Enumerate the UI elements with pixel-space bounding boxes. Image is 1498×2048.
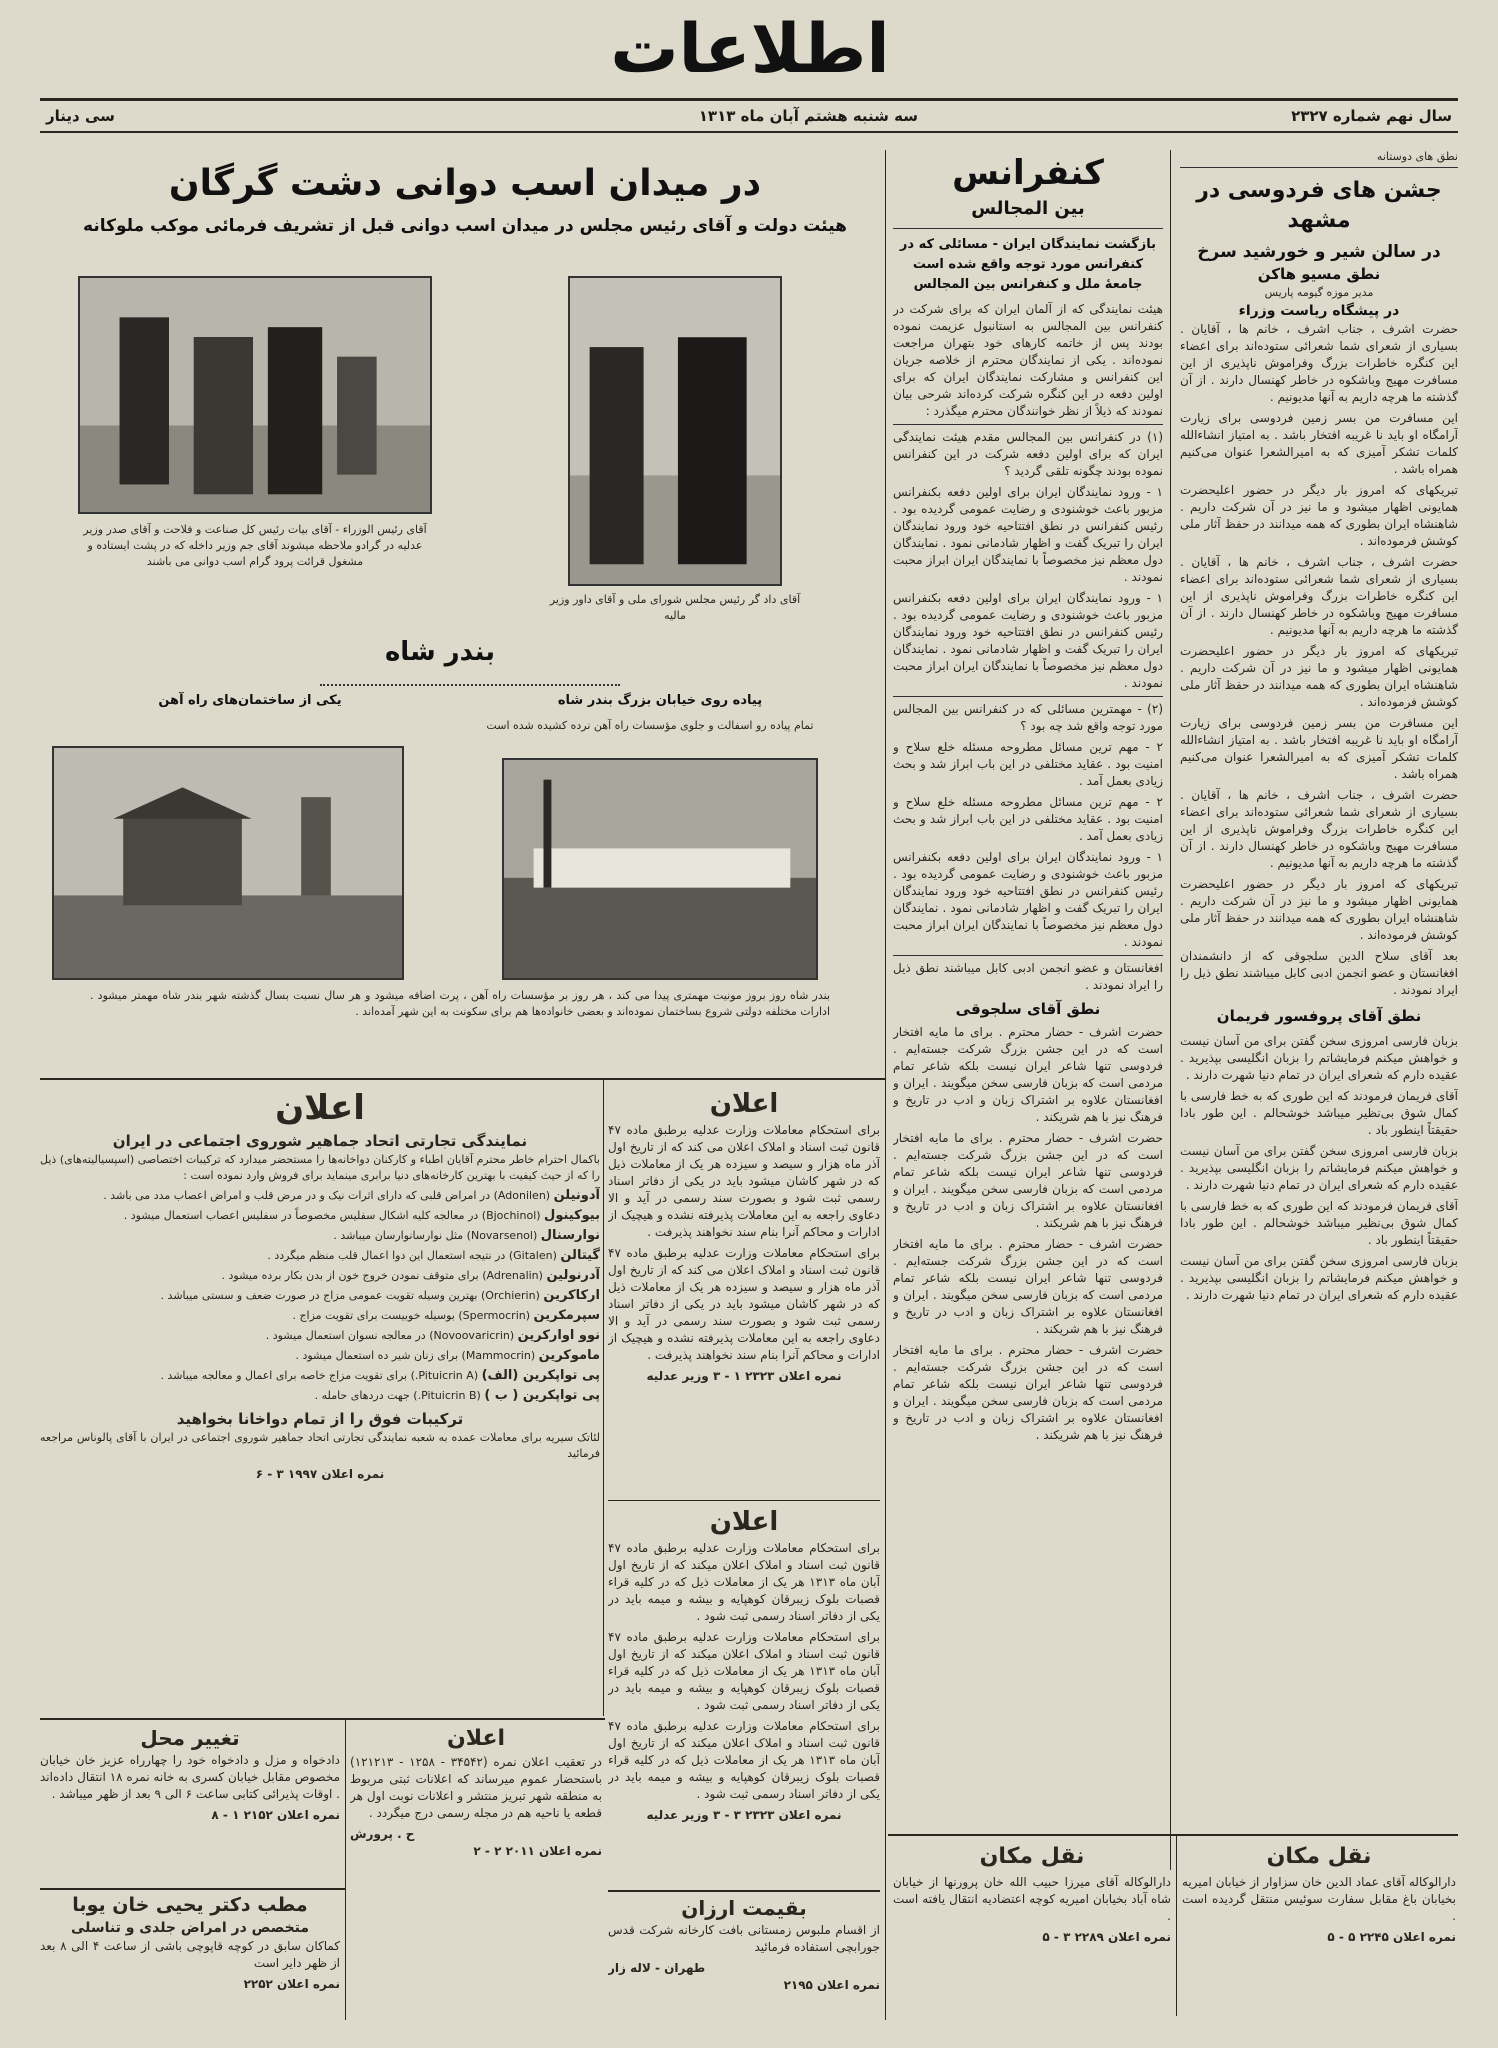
- ad-cheap-body: از اقسام ملبوس زمستانی بافت کارخانه شرکت قدس جورابچی استفاده فرمائید: [608, 1923, 880, 1954]
- drug-latin: (Gitalen): [508, 1249, 557, 1262]
- ad-change-location: [40, 1724, 340, 1884]
- divider-reg: [608, 1500, 880, 1501]
- ferdowsi-body4: بعد آقای سلاح الدین سلجوقی که از دانشمندان افغانستان و عضو انجمن ادبی کابل میباشند نطق ذیل را ایراد نمودند .: [1180, 949, 1458, 997]
- drug-desc: در امراض قلبی که دارای اثرات نیک و در مرض قلب و امراض اعصاب مدد می باشد .: [103, 1189, 491, 1202]
- ferdowsi-body1-cont: حضرت اشرف ، جناب اشرف ، خانم ها ، آقایان . بسیاری از شعرای شما شعرائی ستوده‌اند برای اعضاء این کنگره خاطرات بزرگ وفراموش ناپذیری از این مسافرت مهیج وباشکوه در خاطر کهنسال دارند . از آن گذشته ما هرچه داریم به آنها مدیونیم .: [1180, 555, 1458, 637]
- ad-doctor: [40, 1892, 340, 2022]
- masthead-title: اطلاعات: [610, 10, 890, 89]
- drug-name: پی تواپکرین ( ب ): [484, 1388, 600, 1403]
- ferdowsi-sub1: در سالن شیر و خورشید سرخ: [1197, 242, 1441, 262]
- saljuqi-body3: حضرت اشرف - حضار محترم . برای ما مایه افتخار است که در این جشن بزرگ شرکت جسته‌ایم . فردوسی تنها شاعر ایران نیست بلکه شاعر تمام مردمی است که بزبان فارسی سخن میگویند . ایران و افغانستان علاوه بر اشتراک زبان و ادب در تاریخ و فرهنگ نیز با هم شریکند .: [893, 1237, 1163, 1336]
- ferdowsi-body1: حضرت اشرف ، جناب اشرف ، خانم ها ، آقایان . بسیاری از شعرای شما شعرائی ستوده‌اند برای اعضاء این کنگره خاطرات بزرگ وفراموش ناپذیری از این مسافرت مهیج وباشکوه در خاطر کهنسال دارند . از آن گذشته ما هرچه داریم به آنها مدیونیم .: [1180, 322, 1458, 404]
- drug-entry: [40, 1328, 600, 1344]
- drug-name: ارکاکرین: [543, 1288, 600, 1303]
- ad-reg1-body-cont: برای استحکام معاملات وزارت عدلیه برطبق ماده ۴۷ قانون ثبت اسناد و املاک اعلان می کند که از تاریخ اول آذر ماه هزار و سیصد و سیزده هر یک از معاملات ذیل که در شهر کاشان میشود باید در یکی از دفاتر اسناد رسمی ثبت شود و بصورت سند رسمی در آید و الا دعاوی راجعه به این معاملات پذیرفته نشده و هیچیک از ادارات و محاکم آنرا بنام سند نخواهند پذیرفت .: [608, 1246, 880, 1362]
- race-headline: در میدان اسب دوانی دشت گرگان: [168, 163, 762, 204]
- conference-body2: افغانستان و عضو انجمن ادبی کابل میباشند نطق ذیل را ایراد نمودند .: [893, 955, 1163, 994]
- ferdowsi-sub3: مدیر موزه گیومه پاریس: [1264, 286, 1374, 299]
- ferdowsi-headline: جشن های فردوسی در مشهد: [1196, 178, 1442, 233]
- ad-move2-body: دارالوکاله آقای عماد الدین خان سزاوار از خیابان امیریه بخیابان باغ مقابل سفارت سوئیس منتقل گردیده است .: [1182, 1875, 1456, 1923]
- saljuqi-body2: حضرت اشرف - حضار محترم . برای ما مایه افتخار است که در این جشن بزرگ شرکت جسته‌ایم . فردوسی تنها شاعر ایران نیست بلکه شاعر تمام مردمی است که بزبان فارسی سخن میگویند . ایران و افغانستان علاوه بر اشتراک زبان و ادب در تاریخ و فرهنگ نیز با هم شریکند .: [893, 1131, 1163, 1230]
- ad-mahal-title: تغییر محل: [140, 1726, 240, 1750]
- ad-mahal-num: نمره اعلان ۲۱۵۲ ۱ - ۸: [211, 1808, 340, 1822]
- ad-dr-body: کماکان سابق در کوچه قاپوچی باشی از ساعت ۴ الی ۸ بعد از ظهر دایر است: [40, 1939, 340, 1970]
- ad-notice-c: [350, 1724, 602, 2014]
- ad-move1-body: دارالوکاله آقای میرزا حبیب الله خان پرورنها از خیابان شاه آباد بخیابان امیریه کوچه اعتضادیه انتقال یافته است .: [893, 1875, 1171, 1923]
- race-caption-left: آقای رئیس الوزراء - آقای بیات رئیس کل صناعت و فلاحت و آقای صدر وزیر عدلیه در گرادو ملاحظه میشوند آقای جم وزیر داخله که در پشت ایستاده و مشغول قرائت پرود گرام اسب دوانی می باشند: [83, 523, 427, 568]
- ad-soviet-num: نمره اعلان ۱۹۹۷ ۳ - ۶: [255, 1467, 385, 1481]
- divider-right-col: [1170, 150, 1171, 1870]
- bandar-dotted-rule: [320, 684, 620, 687]
- ad-soviet-title: اعلان: [275, 1088, 365, 1128]
- conference-body1: هیئت نمایندگی که از آلمان ایران که برای شرکت در کنفرانس بین المجالس به استانبول عزیمت نموده بودند پس از خاتمه کارهای خود بتهران مراجعت نموده‌اند . یکی از نمایندگان محترم از خلاصه جریان این کنفرانس و مشارکت نمایندگان ایران که برای اولین دفعه در این کنگره شرکت کرده‌اند شرحی بیان نمودند که ذیلاً از نظر خوانندگان محترم میگذرد :: [893, 302, 1163, 418]
- ad-move2-title: نقل مکان: [1266, 1844, 1372, 1869]
- year-issue: سال نهم شماره ۲۳۲۷: [1291, 107, 1452, 125]
- issue-price: سی دینار: [46, 107, 115, 125]
- conference-deck: بازگشت نمایندگان ایران - مسائلی که در کنفرانس مورد توجه واقع شده است جامعهٔ ملل و کنفرانس بین المجالس: [899, 237, 1157, 292]
- ferdowsi-body1-more: حضرت اشرف ، جناب اشرف ، خانم ها ، آقایان . بسیاری از شعرای شما شعرائی ستوده‌اند برای اعضاء این کنگره خاطرات بزرگ وفراموش ناپذیری از این مسافرت مهیج وباشکوه در خاطر کهنسال دارند . از آن گذشته ما هرچه داریم به آنها مدیونیم .: [1180, 788, 1458, 870]
- drug-desc: برای تقویت مزاج خاصه برای اعمال و معالجه میباشد .: [160, 1369, 408, 1382]
- drug-latin: (Novoovaricrin): [429, 1329, 515, 1342]
- drug-latin: (Adonilen): [493, 1189, 551, 1202]
- drug-entry: [40, 1228, 600, 1244]
- drug-name: سپرمکرین: [533, 1308, 600, 1323]
- divider-move-mid: [1176, 1836, 1177, 2016]
- drug-latin: (Pituicrin A.): [410, 1369, 479, 1382]
- ad-soviet-footer: ترکیبات فوق را از تمام دواخانا بخواهید: [176, 1410, 464, 1428]
- freeman-heading: نطق آقای پروفسور فریمان: [1216, 1007, 1422, 1025]
- drug-latin: (Adrenalin): [482, 1269, 543, 1282]
- drug-desc: بوسیله خوبیست برای تقویت مزاج .: [292, 1309, 455, 1322]
- drug-name: آدونیلن: [553, 1188, 600, 1203]
- conference-q2: (۲) - مهمترین مسائلی که در کنفرانس بین المجالس مورد توجه واقع شد چه بود ؟: [893, 696, 1163, 735]
- race-caption-right: آقای داد گر رئیس مجلس شورای ملی و آقای داور وزیر مالیه: [549, 593, 801, 622]
- bandar-cap-left-title: یکی از ساختمان‌های راه آهن: [158, 693, 342, 708]
- ad-reg2-title: اعلان: [709, 1507, 779, 1537]
- ad-mahal-body: دادخواه و مزل و دادخواه خود را چهارراه عزیز خان خیابان مخصوص مقابل خیابان کسری به خانه نمره ۱۸ انتقال داده‌اند . اوقات پذیرائی کتابی ساعت ۶ الی ۹ بعد از ظهر میباشد .: [40, 1753, 340, 1801]
- drug-name: آدرنولین: [546, 1268, 600, 1283]
- masthead-info-bar: [40, 103, 1458, 129]
- ad-reg1-num: نمره اعلان ۲۳۲۳ ۱ - ۳ وزیر عدلیه: [646, 1369, 842, 1383]
- drug-entry: [40, 1388, 600, 1404]
- ferdowsi-tag: نطق های دوستانه: [1180, 148, 1458, 168]
- divider-conf-col: [885, 150, 886, 2020]
- divider-cheap: [608, 1890, 880, 1892]
- freeman-body5: بزبان فارسی امروزی سخن گفتن برای من آسان نیست و خواهش میکنم فرمایشاتم را بزبان انگلیسی بپذیرید . عقیده دارم که شعرای ایران در تمام دنیا شهرت دارند .: [1180, 1254, 1458, 1302]
- saljuqi-heading: نطق آقای سلجوقی: [955, 1000, 1101, 1018]
- drug-name: نوارسنال: [540, 1228, 600, 1243]
- race-photo-right: [568, 276, 782, 586]
- ad-move2-num: نمره اعلان ۲۲۴۵ ۵ - ۵: [1327, 1930, 1456, 1944]
- drug-entry: [40, 1248, 600, 1264]
- ad-cheap: [608, 1894, 880, 2024]
- drug-desc: بهترین وسیله تقویت عمومی مزاج در صورت ضعف و سستی میباشد .: [160, 1289, 478, 1302]
- drug-desc: مثل نوارسانوارسان میباشد .: [333, 1229, 464, 1242]
- ferdowsi-body3-cont: تبریکهای که امروز بار دیگر در حضور اعلیحضرت همایونی اظهار میشود و ما نیز در آن شرکت داریم . شاهنشاه ایران بطوری که همه میدانند در حفظ آثار ملی کوشش فرموده‌اند .: [1180, 644, 1458, 709]
- drug-latin: (Novarsenol): [466, 1229, 538, 1242]
- drug-entry: [40, 1288, 600, 1304]
- drug-desc: برای زنان شیر ده استعمال میشود .: [295, 1349, 459, 1362]
- drug-entry: [40, 1308, 600, 1324]
- ad-reg2-body-more: برای استحکام معاملات وزارت عدلیه برطبق ماده ۴۷ قانون ثبت اسناد و املاک اعلان میکند که از تاریخ اول آبان ماه ۱۳۱۳ هر یک از معاملات ذیل که در کلیه قراء قصبات بلوک زیبرقان کوهپایه و بیشه و میمه باید در یکی از دفاتر اسناد رسمی ثبت شود .: [608, 1719, 880, 1801]
- conference-sub: بین المجالس: [893, 196, 1163, 229]
- bandar-cap-right-sub: تمام پیاده رو اسفالت و جلوی مؤسسات راه آهن نرده کشیده شده است: [486, 719, 814, 732]
- drug-entry: [40, 1268, 600, 1284]
- conference-a1-cont: ۱ - ورود نمایندگان ایران برای اولین دفعه بکنفرانس مزبور باعث خوشنودی و رضایت عمومی گردیده بود . رئیس کنفرانس در نطق افتتاحیه خود ورود نمایندگان ایران را تبریک گفت و اظهار شادمانی نمود . نمایندگان دول معظم نیز مخصوصاً با نمایندگان ایران ابراز محبت نمودند .: [893, 591, 1163, 690]
- drug-desc: در معالجه نسوان استعمال میشود .: [265, 1329, 426, 1342]
- freeman-body1: بزبان فارسی امروزی سخن گفتن برای من آسان نیست و خواهش میکنم فرمایشاتم را بزبان انگلیسی بپذیرید . عقیده دارم که شعرای ایران در تمام دنیا شهرت دارند .: [1180, 1034, 1458, 1082]
- drug-name: پی تواپکرین (الف): [481, 1368, 600, 1383]
- column-conference: [893, 150, 1163, 1870]
- freeman-body4: آقای فریمان فرمودند که این طوری که به خط فارسی با کمال شوق بی‌نظیر میباشد خوشحالم . این طور بادا حقیقتاً اینطور باد .: [1180, 1199, 1458, 1247]
- ad-soviet-drug-list: [40, 1188, 600, 1404]
- saljuqi-body4: حضرت اشرف - حضار محترم . برای ما مایه افتخار است که در این جشن بزرگ شرکت جسته‌ایم . فردوسی تنها شاعر ایران نیست بلکه شاعر تمام مردمی است که بزبان فارسی سخن میگویند . ایران و افغانستان علاوه بر اشتراک زبان و ادب در تاریخ و فرهنگ نیز با هم شریکند .: [893, 1343, 1163, 1442]
- drug-entry: [40, 1368, 600, 1384]
- ad-c-num: نمره اعلان ۲۰۱۱ ۲ - ۲: [473, 1844, 602, 1858]
- bandar-body: بندر شاه روز بروز مونیت مهمتری پیدا می کند ، هر روز بر مؤسسات راه آهن ، پرت اضافه میشود و هر سال نسبت بسال گذشته شهر بندر شاه مهمتر میشود . ادارات مختلفه دولتی شروع بساختمان نموده‌اند و بعضی خانواده‌ها هم برای سکونت به این شهر آمده‌اند .: [90, 989, 830, 1018]
- conference-q1: (۱) در کنفرانس بین المجالس مقدم هیئت نمایندگی ایران که برای اولین دفعه شرکت در این کنفرانس نموده بودند چگونه تلقی گردید ؟: [893, 424, 1163, 480]
- divider-doctor: [40, 1888, 345, 1890]
- bandar-photo-right: [502, 758, 818, 980]
- ad-c-title: اعلان: [446, 1726, 506, 1751]
- ferdowsi-body3: تبریکهای که امروز بار دیگر در حضور اعلیحضرت همایونی اظهار میشود و ما نیز در آن شرکت داریم . شاهنشاه ایران بطوری که همه میدانند در حفظ آثار ملی کوشش فرموده‌اند .: [1180, 483, 1458, 548]
- drug-latin: (Mammocrin): [461, 1349, 536, 1362]
- divider-move: [888, 1834, 1458, 1836]
- ad-cheap-title: بقیمت ارزان: [681, 1896, 807, 1920]
- drug-latin: (Orchierin): [480, 1289, 540, 1302]
- ad-reg2-body: برای استحکام معاملات وزارت عدلیه برطبق ماده ۴۷ قانون ثبت اسناد و املاک اعلان میکند که از تاریخ اول آبان ماه ۱۳۱۳ هر یک از معاملات ذیل که در کلیه قراء قصبات بلوک زیبرقان کوهپایه و بیشه و میمه باید در یکی از دفاتر اسناد رسمی ثبت شود .: [608, 1541, 880, 1623]
- drug-desc: جهت دردهای حامله .: [314, 1389, 410, 1402]
- ad-move-2: [1182, 1840, 1456, 2020]
- drug-name: ماموکرین: [538, 1348, 600, 1363]
- ad-registration-1: [608, 1086, 880, 1498]
- freeman-body3: بزبان فارسی امروزی سخن گفتن برای من آسان نیست و خواهش میکنم فرمایشاتم را بزبان انگلیسی بپذیرید . عقیده دارم که شعرای ایران در تمام دنیا شهرت دارند .: [1180, 1144, 1458, 1192]
- drug-entry: [40, 1208, 600, 1224]
- ad-soviet: [40, 1086, 600, 1714]
- drug-name: نوو اوارکرین: [517, 1328, 600, 1343]
- ad-c-sign: ح . پرورش: [350, 1827, 415, 1841]
- conference-a1: ۱ - ورود نمایندگان ایران برای اولین دفعه بکنفرانس مزبور باعث خوشنودی و رضایت عمومی گردیده بود . رئیس کنفرانس در نطق افتتاحیه خود ورود نمایندگان ایران را تبریک گفت و اظهار شادمانی نمود . نمایندگان دول معظم نیز مخصوصاً با نمایندگان ایران ابراز محبت نمودند .: [893, 485, 1163, 584]
- ferdowsi-sub4: در پیشگاه ریاست وزراء: [1238, 303, 1400, 319]
- ad-soviet-sub: نمایندگی تجارتی اتحاد جماهیر شوروی اجتماعی در ایران: [112, 1132, 528, 1150]
- ad-soviet-footer2: لئاتک سیریه برای معاملات عمده به شعبه نمایندگی تجارتی اتحاد جماهیر شوروی اجتماعی در ایران با آقای پالوناس مراجعه فرمائید: [40, 1431, 600, 1460]
- ad-registration-2: [608, 1504, 880, 1886]
- ad-reg1-title: اعلان: [709, 1089, 779, 1119]
- ad-move1-title: نقل مکان: [979, 1844, 1085, 1869]
- ad-dr-title: مطب دکتر یحیی خان یوبا: [72, 1894, 308, 1916]
- ad-move1-num: نمره اعلان ۲۲۸۹ ۳ - ۵: [1042, 1930, 1171, 1944]
- drug-entry: [40, 1188, 600, 1204]
- drug-entry: [40, 1348, 600, 1364]
- bandar-cap-right-title: پیاده روی خیابان بزرگ بندر شاه: [557, 693, 763, 708]
- drug-name: گیتالن: [560, 1248, 600, 1263]
- divider-lower-mid: [345, 1720, 346, 2020]
- divider-lower: [40, 1718, 605, 1720]
- masthead-rule-bottom: [40, 131, 1458, 133]
- ferdowsi-sub2: نطق مسیو هاکن: [1257, 265, 1381, 283]
- ad-move-1: [893, 1840, 1171, 2020]
- ad-dr-num: نمره اعلان ۲۲۵۲: [243, 1977, 340, 1991]
- drug-desc: در نتیجه استعمال این دوا اعمال قلب منظم میگردد .: [267, 1249, 506, 1262]
- ad-reg1-body: برای استحکام معاملات وزارت عدلیه برطبق ماده ۴۷ قانون ثبت اسناد و املاک اعلان می کند که از تاریخ اول آذر ماه هزار و سیصد و سیزده هر یک از معاملات ذیل که در شهر کاشان میشود باید در یکی از دفاتر اسناد رسمی ثبت شود و بصورت سند رسمی در آید و الا دعاوی راجعه به این معاملات پذیرفته نشده و هیچیک از ادارات و محاکم آنرا بنام سند نخواهند پذیرفت .: [608, 1123, 880, 1239]
- bandar-headline: بندر شاه: [384, 637, 496, 667]
- conference-headline: کنفرانس: [952, 153, 1104, 193]
- column-ferdowsi: [1180, 148, 1458, 1868]
- drug-desc: در معالجه کلیه اشکال سفلیس مخصوصاً در سفلیس اعصاب استعمال میشود .: [123, 1209, 479, 1222]
- ad-reg2-body-cont: برای استحکام معاملات وزارت عدلیه برطبق ماده ۴۷ قانون ثبت اسناد و املاک اعلان میکند که از تاریخ اول آبان ماه ۱۳۱۳ هر یک از معاملات ذیل که در کلیه قراء قصبات بلوک زیبرقان کوهپایه و بیشه و میمه باید در یکی از دفاتر اسناد رسمی ثبت شود .: [608, 1630, 880, 1712]
- saljuqi-body1: حضرت اشرف - حضار محترم . برای ما مایه افتخار است که در این جشن بزرگ شرکت جسته‌ایم . فردوسی تنها شاعر ایران نیست بلکه شاعر تمام مردمی است که بزبان فارسی سخن میگویند . ایران و افغانستان علاوه بر اشتراک زبان و ادب در تاریخ و فرهنگ نیز با هم شریکند .: [893, 1025, 1163, 1124]
- divider-bigad: [603, 1080, 604, 1716]
- conference-a1-more: ۱ - ورود نمایندگان ایران برای اولین دفعه بکنفرانس مزبور باعث خوشنودی و رضایت عمومی گردیده بود . رئیس کنفرانس در نطق افتتاحیه خود ورود نمایندگان ایران را تبریک گفت و اظهار شادمانی نمود . نمایندگان دول معظم نیز مخصوصاً با نمایندگان ایران ابراز محبت نمودند .: [893, 850, 1163, 949]
- ad-cheap-sign: طهران - لاله زار: [608, 1961, 706, 1975]
- divider-top-section: [40, 1078, 885, 1080]
- freeman-body2: آقای فریمان فرمودند که این طوری که به خط فارسی با کمال شوق بی‌نظیر میباشد خوشحالم . این طور بادا حقیقتاً اینطور باد .: [1180, 1089, 1458, 1137]
- bandar-photo-left: [52, 746, 404, 980]
- ad-reg2-num: نمره اعلان ۲۳۲۳ ۳ - ۳ وزیر عدلیه: [646, 1808, 842, 1822]
- drug-desc: برای متوقف نمودن خروج خون از بدن بکار برده میشود .: [221, 1269, 479, 1282]
- masthead-rule-top: [40, 98, 1458, 101]
- ad-soviet-intro: باکمال احترام خاطر محترم آقایان اطباء و کارکنان دواخانه‌ها را مستحضر میدارد که ترکیبات اختصاصی (اسپسیالیته‌های) ذیل را که از حیث کیفیت با بهترین کارخانه‌های دنیا برابری مینماید برای فروش وارد نموده است :: [40, 1153, 600, 1182]
- issue-date: سه شنبه هشتم آبان ماه ۱۳۱۳: [698, 107, 918, 125]
- ferdowsi-body2: این مسافرت من بسر زمین فردوسی برای زیارت آرامگاه او باید نا غریبه افتخار باشد . به امتیاز انشاءالله کلمات تشکر آمیزی که به امیرالشعرا عنوان می‌کنیم همراه باشد .: [1180, 411, 1458, 476]
- ferdowsi-body2-cont: این مسافرت من بسر زمین فردوسی برای زیارت آرامگاه او باید نا غریبه افتخار باشد . به امتیاز انشاءالله کلمات تشکر آمیزی که به امیرالشعرا عنوان می‌کنیم همراه باشد .: [1180, 716, 1458, 781]
- ferdowsi-body3-more: تبریکهای که امروز بار دیگر در حضور اعلیحضرت همایونی اظهار میشود و ما نیز در آن شرکت داریم . شاهنشاه ایران بطوری که همه میدانند در حفظ آثار ملی کوشش فرموده‌اند .: [1180, 877, 1458, 942]
- race-photo-left: [78, 276, 432, 514]
- ad-cheap-num: نمره اعلان ۲۱۹۵: [783, 1978, 880, 1992]
- ad-c-body: در تعقیب اعلان نمره (۳۴۵۴۲ - ۱۲۵۸ - ۱۲۱۲۱۳) باستحضار عموم میرساند که اعلانات ثبتی مربوط به منطقه شهر تبریز منتشر و اعلانات نوبت اول هر قطعه یا ناحیه هم در مجله رسمی درج میگردد .: [350, 1755, 602, 1820]
- conference-a2-cont: ۲ - مهم ترین مسائل مطروحه مسئله خلع سلاح و امنیت بود . عقاید مختلفی در این باب ابراز شد و بحث زیادی بعمل آمد .: [893, 795, 1163, 843]
- conference-a2: ۲ - مهم ترین مسائل مطروحه مسئله خلع سلاح و امنیت بود . عقاید مختلفی در این باب ابراز شد و بحث زیادی بعمل آمد .: [893, 740, 1163, 788]
- drug-latin: (Pituicrin B.): [413, 1389, 481, 1402]
- ad-dr-sub: متخصص در امراض جلدی و تناسلی: [70, 1920, 310, 1936]
- drug-name: بیوکینول: [544, 1208, 600, 1223]
- drug-latin: (Bjochinol): [481, 1209, 541, 1222]
- race-deck: هیئت دولت و آقای رئیس مجلس در میدان اسب دوانی قبل از تشریف فرمائی موکب ملوکانه: [83, 216, 847, 236]
- drug-latin: (Spermocrin): [458, 1309, 531, 1322]
